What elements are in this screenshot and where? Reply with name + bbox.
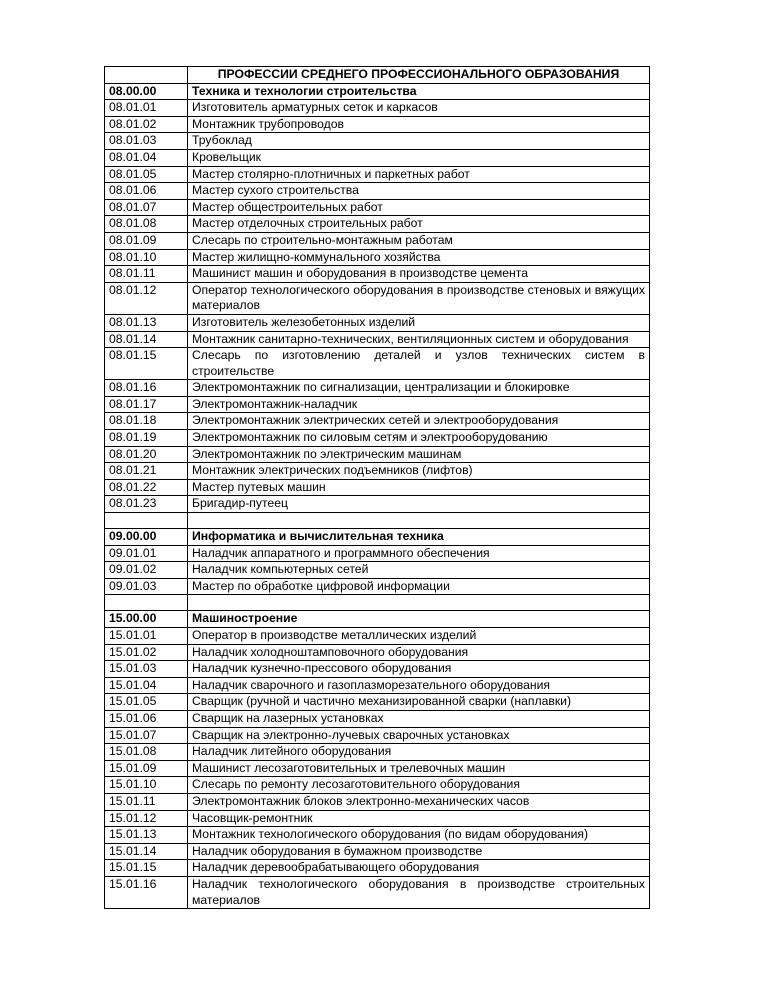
profession-name: Изготовитель арматурных сеток и каркасов: [188, 100, 650, 117]
profession-name: Монтажник технологического оборудования (по видам оборудования): [188, 827, 650, 844]
profession-name: Мастер по обработке цифровой информации: [188, 578, 650, 595]
profession-code: 15.01.04: [105, 677, 188, 694]
profession-code: 08.01.19: [105, 430, 188, 447]
profession-name: Наладчик сварочного и газоплазморезательного оборудования: [188, 677, 650, 694]
table-row: [105, 430, 650, 447]
profession-name: Изготовитель железобетонных изделий: [188, 314, 650, 331]
professions-table-body: [105, 67, 650, 909]
table-row: [105, 860, 650, 877]
profession-name: Электромонтажник электрических сетей и электрооборудования: [188, 413, 650, 430]
profession-code: 15.01.08: [105, 744, 188, 761]
profession-code: 08.01.15: [105, 348, 188, 380]
profession-code: 15.01.15: [105, 860, 188, 877]
table-row: [105, 166, 650, 183]
table-row: [105, 314, 650, 331]
blank-cell: [105, 595, 188, 611]
profession-name: Наладчик литейного оборудования: [188, 744, 650, 761]
profession-code: 08.01.21: [105, 463, 188, 480]
profession-code: 08.01.01: [105, 100, 188, 117]
profession-code: 15.01.09: [105, 760, 188, 777]
profession-code: 15.01.13: [105, 827, 188, 844]
profession-name: Слесарь по строительно-монтажным работам: [188, 232, 650, 249]
table-row: [105, 413, 650, 430]
profession-code: 09.01.03: [105, 578, 188, 595]
table-row: [105, 232, 650, 249]
group-code: 15.00.00: [105, 611, 188, 628]
table-row: [105, 116, 650, 133]
profession-code: 15.01.07: [105, 727, 188, 744]
profession-name: Машинист лесозаготовительных и трелевочных машин: [188, 760, 650, 777]
profession-name: Мастер сухого строительства: [188, 183, 650, 200]
table-row: [105, 644, 650, 661]
profession-code: 08.01.18: [105, 413, 188, 430]
table-row: [105, 282, 650, 314]
table-row: [105, 463, 650, 480]
profession-code: 09.01.02: [105, 562, 188, 579]
profession-code: 15.01.01: [105, 628, 188, 645]
profession-name: Наладчик технологического оборудования в производстве строительных материалов: [188, 876, 650, 908]
profession-code: 08.01.06: [105, 183, 188, 200]
profession-code: 15.01.06: [105, 710, 188, 727]
profession-name: Мастер столярно-плотничных и паркетных работ: [188, 166, 650, 183]
profession-name: Сварщик (ручной и частично механизированной сварки (наплавки): [188, 694, 650, 711]
group-name: Техника и технологии строительства: [188, 83, 650, 100]
profession-code: 15.01.03: [105, 661, 188, 678]
profession-code: 08.01.16: [105, 380, 188, 397]
table-row: [105, 199, 650, 216]
table-row: [105, 479, 650, 496]
profession-name: Бригадир-путеец: [188, 496, 650, 513]
blank-cell: [105, 513, 188, 529]
profession-name: Трубоклад: [188, 133, 650, 150]
profession-code: 08.01.02: [105, 116, 188, 133]
table-row: [105, 496, 650, 513]
table-row: [105, 628, 650, 645]
profession-name: Наладчик деревообрабатывающего оборудования: [188, 860, 650, 877]
blank-row: [105, 513, 650, 529]
group-name: Информатика и вычислительная техника: [188, 529, 650, 546]
profession-name: Машинист машин и оборудования в производстве цемента: [188, 266, 650, 283]
table-row: [105, 727, 650, 744]
group-name: Машиностроение: [188, 611, 650, 628]
table-row: [105, 562, 650, 579]
profession-name: Мастер отделочных строительных работ: [188, 216, 650, 233]
profession-code: 08.01.20: [105, 446, 188, 463]
profession-name: Сварщик на лазерных установках: [188, 710, 650, 727]
profession-code: 08.01.17: [105, 396, 188, 413]
profession-code: 15.01.10: [105, 777, 188, 794]
table-row: [105, 396, 650, 413]
profession-code: 15.01.02: [105, 644, 188, 661]
blank-cell: [188, 513, 650, 529]
profession-name: Монтажник санитарно-технических, вентиляционных систем и оборудования: [188, 331, 650, 348]
table-row: [105, 777, 650, 794]
profession-name: Электромонтажник-наладчик: [188, 396, 650, 413]
table-row: [105, 793, 650, 810]
table-row: [105, 266, 650, 283]
profession-name: Кровельщик: [188, 149, 650, 166]
header-empty-cell: [105, 67, 188, 84]
profession-name: Наладчик аппаратного и программного обеспечения: [188, 545, 650, 562]
profession-name: Электромонтажник блоков электронно-механических часов: [188, 793, 650, 810]
profession-code: 15.01.16: [105, 876, 188, 908]
table-row: [105, 149, 650, 166]
blank-cell: [188, 595, 650, 611]
table-row: [105, 331, 650, 348]
group-code: 08.00.00: [105, 83, 188, 100]
blank-row: [105, 595, 650, 611]
profession-code: 08.01.22: [105, 479, 188, 496]
table-row: [105, 677, 650, 694]
table-row: [105, 810, 650, 827]
profession-code: 08.01.10: [105, 249, 188, 266]
profession-name: Мастер жилищно-коммунального хозяйства: [188, 249, 650, 266]
profession-name: Сварщик на электронно-лучевых сварочных установках: [188, 727, 650, 744]
profession-code: 15.01.12: [105, 810, 188, 827]
table-row: [105, 710, 650, 727]
group-row: [105, 611, 650, 628]
table-row: [105, 100, 650, 117]
profession-name: Мастер общестроительных работ: [188, 199, 650, 216]
profession-name: Наладчик компьютерных сетей: [188, 562, 650, 579]
table-row: [105, 661, 650, 678]
group-row: [105, 529, 650, 546]
table-row: [105, 744, 650, 761]
profession-name: Электромонтажник по силовым сетям и электрооборудованию: [188, 430, 650, 447]
profession-name: Монтажник электрических подъемников (лифтов): [188, 463, 650, 480]
profession-code: 08.01.23: [105, 496, 188, 513]
table-row: [105, 183, 650, 200]
table-row: [105, 545, 650, 562]
table-row: [105, 348, 650, 380]
profession-name: Оператор в производстве металлических изделий: [188, 628, 650, 645]
profession-name: Оператор технологического оборудования в производстве стеновых и вяжущих материалов: [188, 282, 650, 314]
table-row: [105, 446, 650, 463]
group-row: [105, 83, 650, 100]
profession-code: 09.01.01: [105, 545, 188, 562]
profession-name: Наладчик холодноштамповочного оборудования: [188, 644, 650, 661]
table-row: [105, 249, 650, 266]
profession-code: 08.01.09: [105, 232, 188, 249]
table-row: [105, 876, 650, 908]
profession-name: Электромонтажник по сигнализации, централизации и блокировке: [188, 380, 650, 397]
profession-code: 08.01.08: [105, 216, 188, 233]
profession-code: 15.01.05: [105, 694, 188, 711]
profession-code: 08.01.12: [105, 282, 188, 314]
profession-name: Монтажник трубопроводов: [188, 116, 650, 133]
profession-code: 08.01.05: [105, 166, 188, 183]
table-header-row: [105, 67, 650, 84]
profession-name: Электромонтажник по электрическим машинам: [188, 446, 650, 463]
profession-name: Мастер путевых машин: [188, 479, 650, 496]
profession-code: 08.01.04: [105, 149, 188, 166]
table-row: [105, 216, 650, 233]
profession-name: Часовщик-ремонтник: [188, 810, 650, 827]
profession-code: 08.01.14: [105, 331, 188, 348]
table-row: [105, 760, 650, 777]
profession-code: 15.01.14: [105, 843, 188, 860]
table-row: [105, 578, 650, 595]
table-row: [105, 694, 650, 711]
table-row: [105, 843, 650, 860]
profession-code: 08.01.13: [105, 314, 188, 331]
profession-code: 08.01.07: [105, 199, 188, 216]
profession-code: 08.01.03: [105, 133, 188, 150]
professions-table: [104, 66, 650, 909]
group-code: 09.00.00: [105, 529, 188, 546]
table-row: [105, 380, 650, 397]
profession-name: Слесарь по изготовлению деталей и узлов технических систем в строительстве: [188, 348, 650, 380]
profession-name: Наладчик кузнечно-прессового оборудования: [188, 661, 650, 678]
profession-code: 15.01.11: [105, 793, 188, 810]
profession-name: Наладчик оборудования в бумажном производстве: [188, 843, 650, 860]
table-row: [105, 133, 650, 150]
profession-name: Слесарь по ремонту лесозаготовительного оборудования: [188, 777, 650, 794]
profession-code: 08.01.11: [105, 266, 188, 283]
table-row: [105, 827, 650, 844]
table-header: ПРОФЕССИИ СРЕДНЕГО ПРОФЕССИОНАЛЬНОГО ОБРАЗОВАНИЯ: [188, 67, 650, 84]
